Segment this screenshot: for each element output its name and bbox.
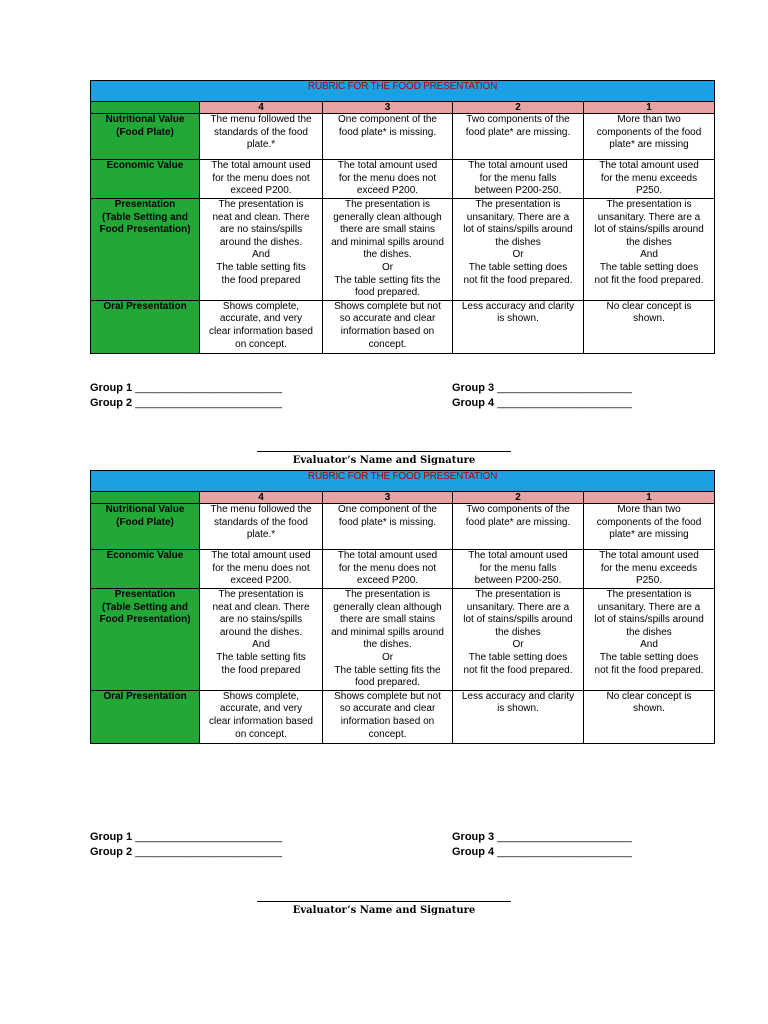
cell-score-4: The total amount used for the menu does not exceed P200.: [200, 550, 323, 589]
cell-score-3: The presentation is generally clean although there are small stains and minimal spills around the dishes. Or The table setting fits the food prepared.: [323, 589, 453, 691]
score-3-header: 3: [323, 102, 453, 114]
cell-score-2: Less accuracy and clarity is shown.: [453, 300, 584, 353]
signature-line: [257, 901, 511, 902]
score-3-header: 3: [323, 492, 453, 504]
group-4-field: Group 4 ______________________: [452, 846, 632, 858]
row-presentation: [91, 199, 715, 301]
score-2-header: 2: [453, 102, 584, 114]
score-4-header: 4: [200, 102, 323, 114]
row-oral-presentation: [91, 690, 715, 743]
cell-score-2: The presentation is unsanitary. There are a lot of stains/spills around the dishes Or The table setting does not fit the food prepared.: [453, 199, 584, 301]
score-1-header: 1: [584, 102, 715, 114]
cell-score-3: The presentation is generally clean although there are small stains and minimal spills around the dishes. Or The table setting fits the food prepared.: [323, 199, 453, 301]
cell-score-1: No clear concept is shown.: [584, 690, 715, 743]
cell-score-4: The menu followed the standards of the food plate.*: [200, 504, 323, 550]
row-nutritional-value: [91, 114, 715, 160]
score-1-header: 1: [584, 492, 715, 504]
criterion-nutritional-value: Nutritional Value (Food Plate): [91, 114, 200, 160]
rubric-table: [90, 80, 715, 354]
cell-score-3: The total amount used for the menu does not exceed P200.: [323, 160, 453, 199]
evaluator-signature-1: [256, 451, 512, 466]
group-1-field: Group 1 ________________________: [90, 382, 283, 394]
rubric-title: RUBRIC FOR THE FOOD PRESENTATION: [91, 471, 715, 492]
cell-score-2: The total amount used for the menu falls between P200-250.: [453, 550, 584, 589]
rubric-table-1: [90, 80, 714, 354]
cell-score-4: The presentation is neat and clean. There are no stains/spills around the dishes. And The table setting fits the food prepared: [200, 199, 323, 301]
cell-score-1: More than two components of the food plate* are missing: [584, 504, 715, 550]
cell-score-1: No clear concept is shown.: [584, 300, 715, 353]
group-3-field: Group 3 ______________________: [452, 382, 632, 394]
signature-line: [257, 451, 511, 452]
row-presentation: [91, 589, 715, 691]
criterion-presentation: Presentation (Table Setting and Food Presentation): [91, 589, 200, 691]
cell-score-1: More than two components of the food plate* are missing: [584, 114, 715, 160]
criterion-oral-presentation: Oral Presentation: [91, 300, 200, 353]
cell-score-3: One component of the food plate* is missing.: [323, 504, 453, 550]
criterion-oral-presentation: Oral Presentation: [91, 690, 200, 743]
cell-score-4: The total amount used for the menu does not exceed P200.: [200, 160, 323, 199]
cell-score-1: The presentation is unsanitary. There are a lot of stains/spills around the dishes And The table setting does not fit the food prepared.: [584, 589, 715, 691]
cell-score-1: The total amount used for the menu exceeds P250.: [584, 160, 715, 199]
cell-score-3: One component of the food plate* is missing.: [323, 114, 453, 160]
cell-score-2: The total amount used for the menu falls between P200-250.: [453, 160, 584, 199]
row-economic-value: [91, 550, 715, 589]
signature-label: Evaluator’s Name and Signature: [292, 905, 476, 916]
rubric-table: [90, 470, 715, 744]
cell-score-2: Less accuracy and clarity is shown.: [453, 690, 584, 743]
group-3-field: Group 3 ______________________: [452, 831, 632, 843]
cell-score-4: The menu followed the standards of the food plate.*: [200, 114, 323, 160]
cell-score-4: The presentation is neat and clean. There are no stains/spills around the dishes. And The table setting fits the food prepared: [200, 589, 323, 691]
row-economic-value: [91, 160, 715, 199]
cell-score-4: Shows complete, accurate, and very clear information based on concept.: [200, 690, 323, 743]
criterion-economic-value: Economic Value: [91, 160, 200, 199]
score-2-header: 2: [453, 492, 584, 504]
row-nutritional-value: [91, 504, 715, 550]
score-header-blank: [91, 492, 200, 504]
criterion-economic-value: Economic Value: [91, 550, 200, 589]
group-2-field: Group 2 ________________________: [90, 846, 283, 858]
rubric-title: RUBRIC FOR THE FOOD PRESENTATION: [91, 81, 715, 102]
cell-score-2: Two components of the food plate* are missing.: [453, 114, 584, 160]
cell-score-3: The total amount used for the menu does not exceed P200.: [323, 550, 453, 589]
group-1-field: Group 1 ________________________: [90, 831, 283, 843]
evaluator-signature-2: [256, 901, 512, 916]
rubric-table-2: [90, 470, 714, 744]
cell-score-2: Two components of the food plate* are missing.: [453, 504, 584, 550]
row-oral-presentation: [91, 300, 715, 353]
cell-score-3: Shows complete but not so accurate and clear information based on concept.: [323, 690, 453, 743]
group-4-field: Group 4 ______________________: [452, 397, 632, 409]
cell-score-1: The total amount used for the menu exceeds P250.: [584, 550, 715, 589]
group-2-field: Group 2 ________________________: [90, 397, 283, 409]
cell-score-4: Shows complete, accurate, and very clear information based on concept.: [200, 300, 323, 353]
criterion-nutritional-value: Nutritional Value (Food Plate): [91, 504, 200, 550]
score-4-header: 4: [200, 492, 323, 504]
cell-score-3: Shows complete but not so accurate and clear information based on concept.: [323, 300, 453, 353]
signature-label: Evaluator’s Name and Signature: [292, 455, 476, 466]
score-header-blank: [91, 102, 200, 114]
cell-score-2: The presentation is unsanitary. There are a lot of stains/spills around the dishes Or The table setting does not fit the food prepared.: [453, 589, 584, 691]
cell-score-1: The presentation is unsanitary. There are a lot of stains/spills around the dishes And The table setting does not fit the food prepared.: [584, 199, 715, 301]
criterion-presentation: Presentation (Table Setting and Food Presentation): [91, 199, 200, 301]
